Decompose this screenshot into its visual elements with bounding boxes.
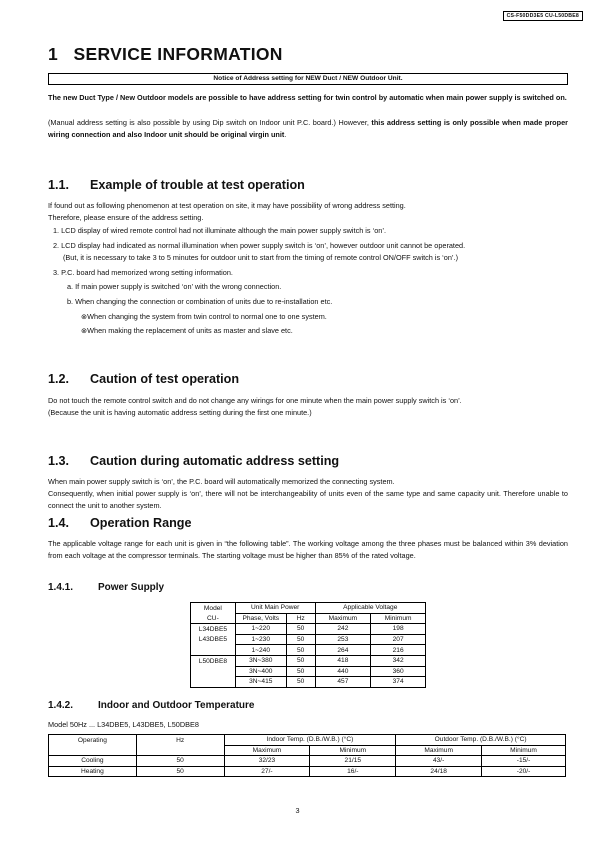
- intro-manual-c: .: [284, 130, 287, 140]
- bullet-text: When changing the system from twin control to normal one to one system.: [87, 312, 327, 321]
- min-cell: 216: [371, 645, 426, 656]
- section-number: 1.4.: [48, 516, 70, 530]
- max-cell: 440: [315, 666, 371, 677]
- intro-manual-paragraph: [48, 117, 568, 142]
- indoor-min-cell: 16/-: [310, 766, 396, 777]
- model-tag: CS-F50DD3E5 CU-L50DBE8: [503, 11, 583, 21]
- min-cell: 342: [371, 655, 426, 666]
- header-cell: Maximum: [315, 613, 371, 624]
- header-cell: Maximum: [396, 745, 482, 756]
- s1-4-2-model-line: Model 50Hz ... L34DBE5, L43DBE5, L50DBE8: [48, 720, 199, 729]
- header-cell: Operating: [49, 735, 137, 746]
- table-header-row: [49, 735, 566, 746]
- header-cell: Applicable Voltage: [315, 603, 425, 614]
- bullet-icon: ⊗: [81, 326, 88, 335]
- hz-cell: 50: [136, 766, 224, 777]
- table-row: [191, 624, 426, 635]
- table-row: [49, 756, 566, 767]
- bullet-icon: ⊗: [81, 312, 88, 321]
- section-title: Power Supply: [98, 582, 165, 593]
- section-heading-1-1: [48, 178, 305, 192]
- section-heading-1-2: [48, 372, 239, 386]
- min-cell: 360: [371, 666, 426, 677]
- table-row: [191, 655, 426, 666]
- section-heading-1-4: [48, 516, 191, 530]
- model-cell: L34DBE5: [191, 624, 236, 635]
- bullet-text: When making the replacement of units as master and slave etc.: [87, 326, 293, 335]
- section-title: Indoor and Outdoor Temperature: [98, 700, 255, 711]
- max-cell: 264: [315, 645, 371, 656]
- hz-cell: 50: [286, 634, 315, 645]
- header-cell: Outdoor Temp. (D.B./W.B.) (°C): [396, 735, 566, 746]
- phase-cell: 3N~400: [235, 666, 286, 677]
- s1-1-item2: 2. LCD display had indicated as normal illumination when power supply switch is ‘on’, however outdoor unit cannot be operated.: [53, 241, 466, 250]
- table-header-row: [191, 613, 426, 624]
- outdoor-max-cell: 24/18: [396, 766, 482, 777]
- power-supply-table: [190, 602, 426, 688]
- notice-box: Notice of Address setting for NEW Duct / NEW Outdoor Unit.: [48, 73, 568, 85]
- s1-1-para2: Therefore, please ensure of the address setting.: [48, 213, 204, 222]
- page-number: 3: [295, 806, 300, 815]
- header-cell: Minimum: [310, 745, 396, 756]
- intro-bold-paragraph: The new Duct Type / New Outdoor models are possible to have address setting for twin control by automatic when main power supply is switched on.: [48, 93, 567, 102]
- header-cell: Model: [191, 603, 236, 614]
- model-cell-empty: [191, 666, 236, 677]
- s1-1-item1: 1. LCD display of wired remote control had not illuminate although the main power supply switch is ‘on’.: [53, 226, 386, 235]
- hz-cell: 50: [286, 645, 315, 656]
- max-cell: 242: [315, 624, 371, 635]
- operating-cell: Cooling: [49, 756, 137, 767]
- table-row: [191, 634, 426, 645]
- header-cell: Phase, Volts: [235, 613, 286, 624]
- table-header-row: [49, 745, 566, 756]
- model-cell-empty: [191, 677, 236, 688]
- section-title: Caution of test operation: [90, 372, 240, 386]
- s1-1-bullet2: [81, 325, 293, 337]
- s1-1-item3b: b. When changing the connection or combination of units due to re-installation etc.: [67, 297, 333, 306]
- outdoor-min-cell: -20/-: [482, 766, 566, 777]
- table-row: [191, 677, 426, 688]
- indoor-max-cell: 32/23: [224, 756, 310, 767]
- hz-cell: 50: [136, 756, 224, 767]
- s1-2-para1: Do not touch the remote control switch and do not change any wirings for one minute when the main power supply switch is ‘on’.: [48, 396, 462, 405]
- s1-1-item3a: a. If main power supply is switched ‘on’ with the wrong connection.: [67, 282, 282, 291]
- section-number: 1.1.: [48, 178, 70, 192]
- phase-cell: 3N~380: [235, 655, 286, 666]
- temperature-table: [48, 734, 566, 777]
- page-title: 1 SERVICE INFORMATION: [48, 44, 283, 64]
- header-cell-empty: [49, 745, 137, 756]
- intro-manual-a: (Manual address setting is also possible by using Dip switch on Indoor unit P.C. board.) However,: [48, 118, 372, 127]
- header-cell: Minimum: [482, 745, 566, 756]
- section-heading-1-4-1: [48, 582, 164, 593]
- section-title: Operation Range: [90, 516, 192, 530]
- section-number: 1.4.2.: [48, 700, 74, 711]
- s1-1-item2b: (But, it is necessary to take 3 to 5 minutes for outdoor unit to start from the timing of remote control ON/OFF switch is ‘on’.): [63, 253, 458, 262]
- intro-manual-b: this address setting is only possible when made proper wiring connection and also Indoor unit should be original virgin unit: [48, 118, 568, 140]
- section-title: Caution during automatic address setting: [90, 454, 340, 468]
- hz-cell: 50: [286, 624, 315, 635]
- section-number: 1.2.: [48, 372, 70, 386]
- header-cell: Indoor Temp. (D.B./W.B.) (°C): [224, 735, 396, 746]
- s1-2-para2: (Because the unit is having automatic address setting during the first one minute.): [48, 408, 312, 417]
- indoor-max-cell: 27/-: [224, 766, 310, 777]
- operating-cell: Heating: [49, 766, 137, 777]
- s1-3-para1: When main power supply switch is ‘on’, the P.C. board will automatically memorized the connecting system.: [48, 477, 395, 486]
- section-heading-1-4-2: [48, 700, 254, 711]
- header-cell: CU-: [191, 613, 236, 624]
- s1-1-item3: 3. P.C. board had memorized wrong setting information.: [53, 268, 233, 277]
- min-cell: 198: [371, 624, 426, 635]
- min-cell: 207: [371, 634, 426, 645]
- hz-cell: 50: [286, 666, 315, 677]
- header-cell: Unit Main Power: [235, 603, 315, 614]
- section-number: 1.4.1.: [48, 582, 74, 593]
- table-row: [49, 766, 566, 777]
- table-row: [191, 666, 426, 677]
- table-header-row: [191, 603, 426, 614]
- s1-1-bullet1: [81, 311, 327, 323]
- s1-3-para2: Consequently, when initial power supply is ‘on’, there will not be interchangeability of units even of the same type and same capacity unit. Therefore unable to connect the unit to another system.: [48, 489, 568, 511]
- model-cell: L43DBE5: [191, 634, 236, 645]
- min-cell: 374: [371, 677, 426, 688]
- model-cell-empty: [191, 645, 236, 656]
- max-cell: 253: [315, 634, 371, 645]
- hz-cell: 50: [286, 677, 315, 688]
- max-cell: 418: [315, 655, 371, 666]
- table-row: [191, 645, 426, 656]
- phase-cell: 1~230: [235, 634, 286, 645]
- s1-1-para1: If found out as following phenomenon at test operation on site, it may have possibility of wrong address setting.: [48, 201, 406, 210]
- section-heading-1-3: [48, 454, 339, 468]
- phase-cell: 3N~415: [235, 677, 286, 688]
- header-cell: Maximum: [224, 745, 310, 756]
- outdoor-max-cell: 43/-: [396, 756, 482, 767]
- header-cell: Hz: [286, 613, 315, 624]
- header-cell: Hz: [136, 735, 224, 746]
- hz-cell: 50: [286, 655, 315, 666]
- section-number: 1.3.: [48, 454, 70, 468]
- section-title: Example of trouble at test operation: [90, 178, 305, 192]
- model-cell: L50DBE8: [191, 655, 236, 666]
- header-cell-empty: [136, 745, 224, 756]
- max-cell: 457: [315, 677, 371, 688]
- indoor-min-cell: 21/15: [310, 756, 396, 767]
- phase-cell: 1~220: [235, 624, 286, 635]
- s1-4-para1: The applicable voltage range for each unit is given in “the following table”. The working voltage among the three phases must be balanced within 3% deviation from each voltage at the compressor terminals. The starting voltage must be higher than 85% of the rated voltage.: [48, 539, 568, 561]
- phase-cell: 1~240: [235, 645, 286, 656]
- header-cell: Minimum: [371, 613, 426, 624]
- outdoor-min-cell: -15/-: [482, 756, 566, 767]
